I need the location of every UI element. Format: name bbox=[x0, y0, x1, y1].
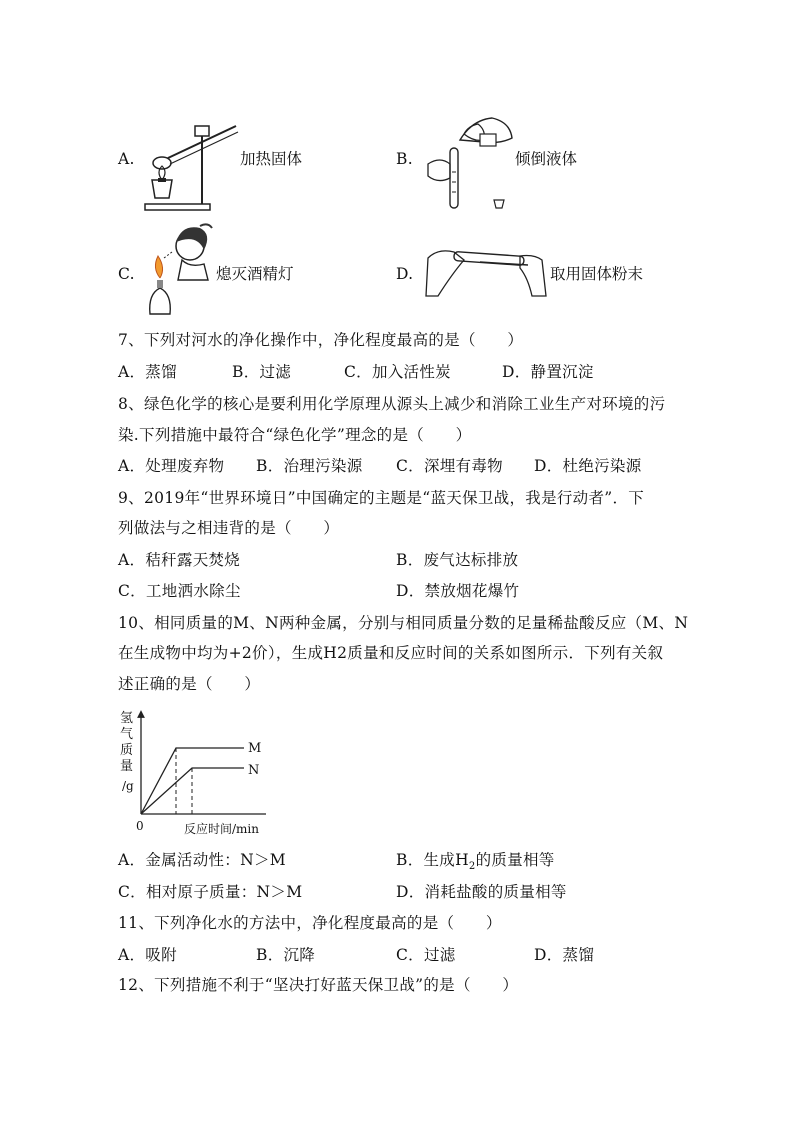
x-axis-label: 反应时间/min bbox=[184, 822, 259, 836]
y-label-char: 氢 bbox=[120, 711, 134, 726]
q8-option-a[interactable]: A．处理废弃物 bbox=[118, 457, 225, 475]
q10-option-a[interactable]: A．金属活动性：N＞M bbox=[118, 851, 286, 869]
q6-option-d-label: 取用固体粉末 bbox=[550, 265, 644, 283]
q10-option-b[interactable] bbox=[396, 850, 555, 877]
q6-option-c-label: 熄灭酒精灯 bbox=[216, 265, 294, 283]
y-label-unit: /g bbox=[122, 779, 134, 793]
y-axis-label bbox=[120, 711, 134, 793]
q7-option-d[interactable]: D．静置沉淀 bbox=[502, 363, 594, 381]
q9-option-d[interactable]: D．禁放烟花爆竹 bbox=[396, 582, 520, 600]
origin-label: 0 bbox=[136, 819, 144, 833]
q6-option-d-letter: D. bbox=[396, 265, 414, 283]
q8-option-b[interactable]: B．治理污染源 bbox=[256, 457, 363, 475]
q6-option-b-label: 倾倒液体 bbox=[515, 150, 578, 168]
q8-stem-line1: 8、绿色化学的核心是要利用化学原理从源头上减少和消除工业生产对环境的污 bbox=[118, 395, 666, 413]
q6-option-c-letter: C. bbox=[118, 265, 135, 283]
blowing-out-lamp-illustration bbox=[142, 222, 217, 322]
q11-stem: 11、下列净化水的方法中，净化程度最高的是（ ） bbox=[118, 914, 502, 932]
pouring-liquid-illustration bbox=[420, 112, 515, 212]
q10-stem-line1: 10、相同质量的M、N两种金属，分别与相同质量分数的足量稀盐酸反应（M、N bbox=[118, 614, 689, 632]
q9-option-a[interactable]: A．秸秆露天焚烧 bbox=[118, 551, 241, 569]
q6-option-a-letter: A. bbox=[118, 150, 135, 168]
q6-option-b-letter: B. bbox=[396, 150, 413, 168]
q10-option-d[interactable]: D．消耗盐酸的质量相等 bbox=[396, 883, 567, 901]
q7-option-a[interactable]: A．蒸馏 bbox=[118, 363, 177, 381]
q9-stem-line1: 9、2019年“世界环境日”中国确定的主题是“蓝天保卫战，我是行动者”．下 bbox=[118, 489, 645, 507]
y-label-char: 量 bbox=[120, 759, 134, 774]
q12-stem: 12、下列措施不利于“坚决打好蓝天保卫战”的是（ ） bbox=[118, 976, 519, 994]
q6-option-a-label: 加热固体 bbox=[240, 150, 303, 168]
series-n-label: N bbox=[248, 763, 260, 778]
q9-option-c[interactable]: C．工地洒水除尘 bbox=[118, 582, 241, 600]
q7-option-c[interactable]: C．加入活性炭 bbox=[344, 363, 451, 381]
y-label-char: 质 bbox=[120, 743, 134, 758]
hydrogen-mass-graph bbox=[116, 708, 276, 840]
q10-stem-line2: 在生成物中均为+2价），生成H2质量和反应时间的关系如图所示．下列有关叙 bbox=[118, 644, 664, 662]
series-m-label: M bbox=[248, 741, 262, 756]
q11-option-d[interactable]: D．蒸馏 bbox=[534, 946, 595, 964]
q11-option-b[interactable]: B．沉降 bbox=[256, 946, 316, 964]
q9-option-b[interactable]: B．废气达标排放 bbox=[396, 551, 519, 569]
q8-option-c[interactable]: C．深埋有毒物 bbox=[396, 457, 503, 475]
taking-powder-illustration bbox=[424, 238, 549, 300]
q8-stem-line2: 染.下列措施中最符合“绿色化学”理念的是（ ） bbox=[118, 426, 472, 444]
q9-stem-line2: 列做法与之相违背的是（ ） bbox=[118, 519, 340, 537]
q10-option-b-sub: 2 bbox=[468, 861, 476, 873]
q7-option-b[interactable]: B．过滤 bbox=[232, 363, 292, 381]
heating-solid-illustration bbox=[140, 118, 240, 214]
q8-option-d[interactable]: D．杜绝污染源 bbox=[534, 457, 642, 475]
q7-stem: 7、下列对河水的净化操作中，净化程度最高的是（ ） bbox=[118, 331, 524, 349]
q11-option-c[interactable]: C．过滤 bbox=[396, 946, 456, 964]
q10-option-c[interactable]: C．相对原子质量：N＞M bbox=[118, 883, 303, 901]
q11-option-a[interactable]: A．吸附 bbox=[118, 946, 177, 964]
q10-option-b-pre: B．生成H bbox=[396, 851, 469, 869]
y-label-char: 气 bbox=[120, 727, 134, 742]
q10-stem-line3: 述正确的是（ ） bbox=[118, 675, 261, 693]
q10-option-b-post: 的质量相等 bbox=[475, 851, 555, 869]
